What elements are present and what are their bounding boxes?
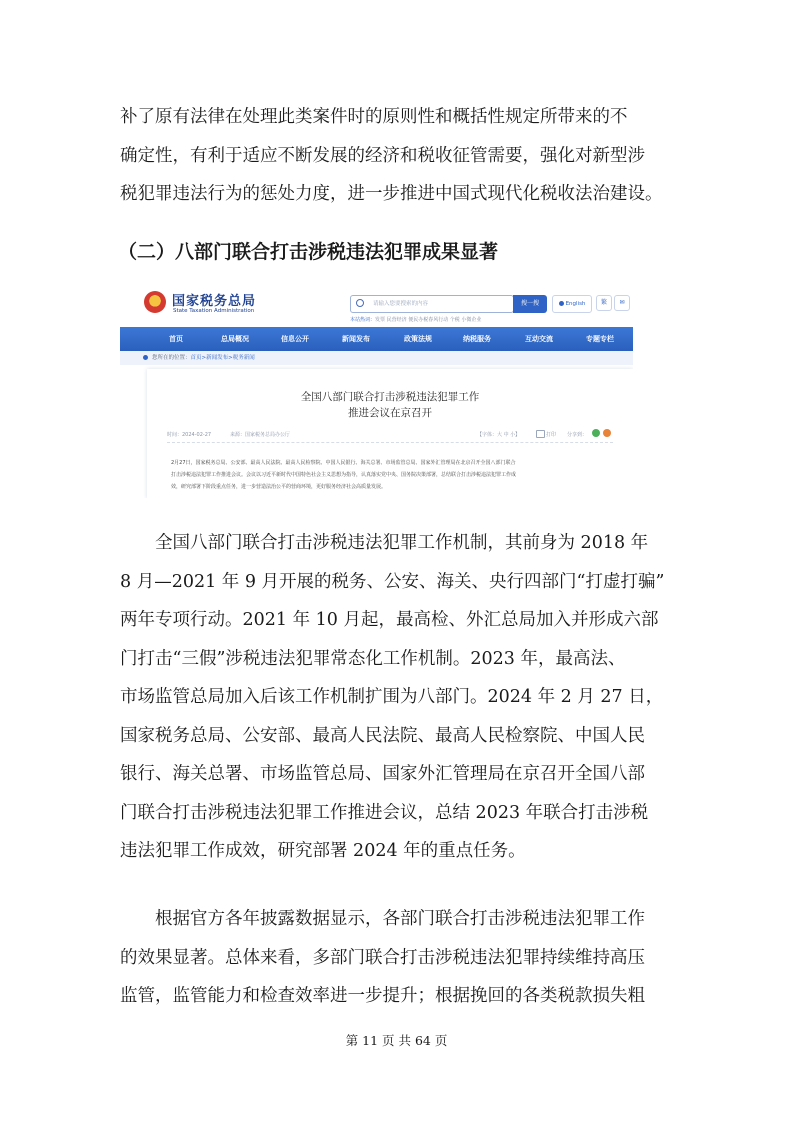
text-line: 两年专项行动。2021 年 10 月起，最高检、外汇总局加入并形成六部 bbox=[120, 610, 659, 630]
hot-words bbox=[350, 316, 481, 323]
article-body-line: 2月27日，国家税务总局、公安部、最高人民法院、最高人民检察院、中国人民银行、海关总署、市场监管总局、国家外汇管理局在北京召开全国八部门联合 bbox=[171, 460, 516, 466]
search-placeholder: 请输入您要搜索的内容 bbox=[373, 301, 429, 307]
location-pin-icon bbox=[143, 355, 148, 360]
section-heading: （二）八部门联合打击涉税违法犯罪成果显著 bbox=[118, 241, 499, 263]
nav-interaction[interactable]: 互动交流 bbox=[525, 335, 553, 343]
english-label: English bbox=[565, 301, 586, 307]
article-time: 时间：2024-02-27 bbox=[167, 432, 212, 438]
wechat-share-icon[interactable] bbox=[592, 429, 600, 437]
hot-label: 本站热词： bbox=[350, 317, 376, 323]
paragraph-continued bbox=[120, 98, 673, 214]
print-label[interactable]: 打印 bbox=[546, 432, 557, 438]
text-line: 国家税务总局、公安部、最高人民法院、最高人民检察院、中国人民 bbox=[120, 725, 645, 746]
nav-news[interactable]: 新闻发布 bbox=[342, 335, 370, 343]
breadcrumb bbox=[120, 351, 633, 365]
site-header bbox=[120, 283, 633, 327]
text-line: 违法犯罪工作成效，研究部署 2024 年的重点任务。 bbox=[120, 841, 526, 861]
article-title-line2: 推进会议在京召开 bbox=[348, 407, 432, 419]
national-emblem-icon bbox=[144, 291, 166, 313]
globe-icon bbox=[559, 301, 564, 306]
search-input[interactable] bbox=[350, 295, 514, 313]
text-line: 根据官方各年披露数据显示，各部门联合打击涉税违法犯罪工作 bbox=[155, 909, 645, 929]
text-line: 市场监管总局加入后该工作机制扩围为八部门。2024 年 2 月 27 日， bbox=[120, 687, 664, 707]
font-size-switch[interactable]: 【字体：大 中 小】 bbox=[477, 432, 521, 438]
paragraph-mechanism bbox=[120, 524, 673, 871]
article-source: 来源：国家税务总局办公厅 bbox=[230, 432, 291, 438]
page-number-footer: 第 11 页 共 64 页 bbox=[345, 1033, 448, 1048]
text-line: 门联合打击涉税违法犯罪工作推进会议，总结 2023 年联合打击涉税 bbox=[120, 802, 649, 823]
search-icon bbox=[356, 299, 364, 307]
site-logo-text: 国家税务总局 bbox=[172, 294, 257, 309]
text-line: 的效果显著。总体来看，多部门联合打击涉税违法犯罪持续维持高压 bbox=[120, 947, 645, 968]
share-label: 分享到： bbox=[567, 432, 588, 438]
breadcrumb-text bbox=[152, 353, 255, 361]
weibo-share-icon[interactable] bbox=[603, 429, 611, 437]
nav-home[interactable]: 首页 bbox=[169, 335, 183, 343]
article-body-line: 打击涉税违法犯罪工作推进会议。会议以习近平新时代中国特色社会主义思想为指导，认真落实党中央、国务院决策部署，总结联合打击涉税违法犯罪工作成 bbox=[171, 472, 517, 478]
nav-policy[interactable]: 政策法规 bbox=[404, 335, 432, 343]
website-screenshot bbox=[120, 283, 633, 498]
text-line: 全国八部门联合打击涉税违法犯罪工作机制，其前身为 2018 年 bbox=[155, 533, 649, 553]
english-button[interactable] bbox=[552, 295, 592, 313]
breadcrumb-path[interactable]: 首页>新闻发布>税务新闻 bbox=[190, 355, 255, 361]
mail-icon[interactable]: ✉ bbox=[614, 295, 630, 311]
nav-info[interactable]: 信息公开 bbox=[281, 335, 309, 343]
meta-divider bbox=[167, 442, 613, 443]
nav-service[interactable]: 纳税服务 bbox=[463, 335, 491, 343]
hot-words-list[interactable]: 发票 民营经济 便民办税春风行动 个税 小微企业 bbox=[375, 317, 482, 323]
text-line: 门打击“三假”涉税违法犯罪常态化工作机制。2023 年，最高法、 bbox=[120, 648, 626, 669]
search-button[interactable]: 搜一搜 bbox=[513, 295, 547, 313]
text-line: 监管，监管能力和检查效率进一步提升；根据挽回的各类税款损失粗 bbox=[120, 986, 645, 1006]
print-icon[interactable] bbox=[536, 430, 545, 438]
article-body bbox=[171, 457, 611, 493]
article-title-line1: 全国八部门联合打击涉税违法犯罪工作 bbox=[300, 391, 480, 403]
text-line: 确定性，有利于适应不断发展的经济和税收征管需要，强化对新型涉 bbox=[120, 145, 645, 166]
nav-overview[interactable]: 总局概况 bbox=[221, 335, 249, 343]
article-card bbox=[147, 369, 633, 498]
text-line: 税犯罪违法行为的惩处力度，进一步推进中国式现代化税收法治建设。 bbox=[120, 184, 663, 204]
text-line: 银行、海关总署、市场监管总局、国家外汇管理局在京召开全国八部 bbox=[120, 764, 645, 784]
site-logo-english: State Taxation Administration bbox=[173, 308, 255, 314]
text-line: 补了原有法律在处理此类案件时的原则性和概括性规定所带来的不 bbox=[120, 107, 628, 127]
traditional-chinese-button[interactable]: 繁 bbox=[596, 295, 612, 311]
main-nav bbox=[120, 327, 633, 351]
nav-topics[interactable]: 专题专栏 bbox=[586, 335, 614, 343]
breadcrumb-label: 您所在的位置： bbox=[152, 355, 191, 361]
article-body-line: 效，研究部署下阶段重点任务，进一步营造法治公平的营商环境，更好服务经济社会高质量发展。 bbox=[171, 484, 387, 490]
paragraph-results bbox=[120, 900, 673, 1016]
text-line: 8 月—2021 年 9 月开展的税务、公安、海关、央行四部门“打虚打骗” bbox=[120, 571, 665, 592]
